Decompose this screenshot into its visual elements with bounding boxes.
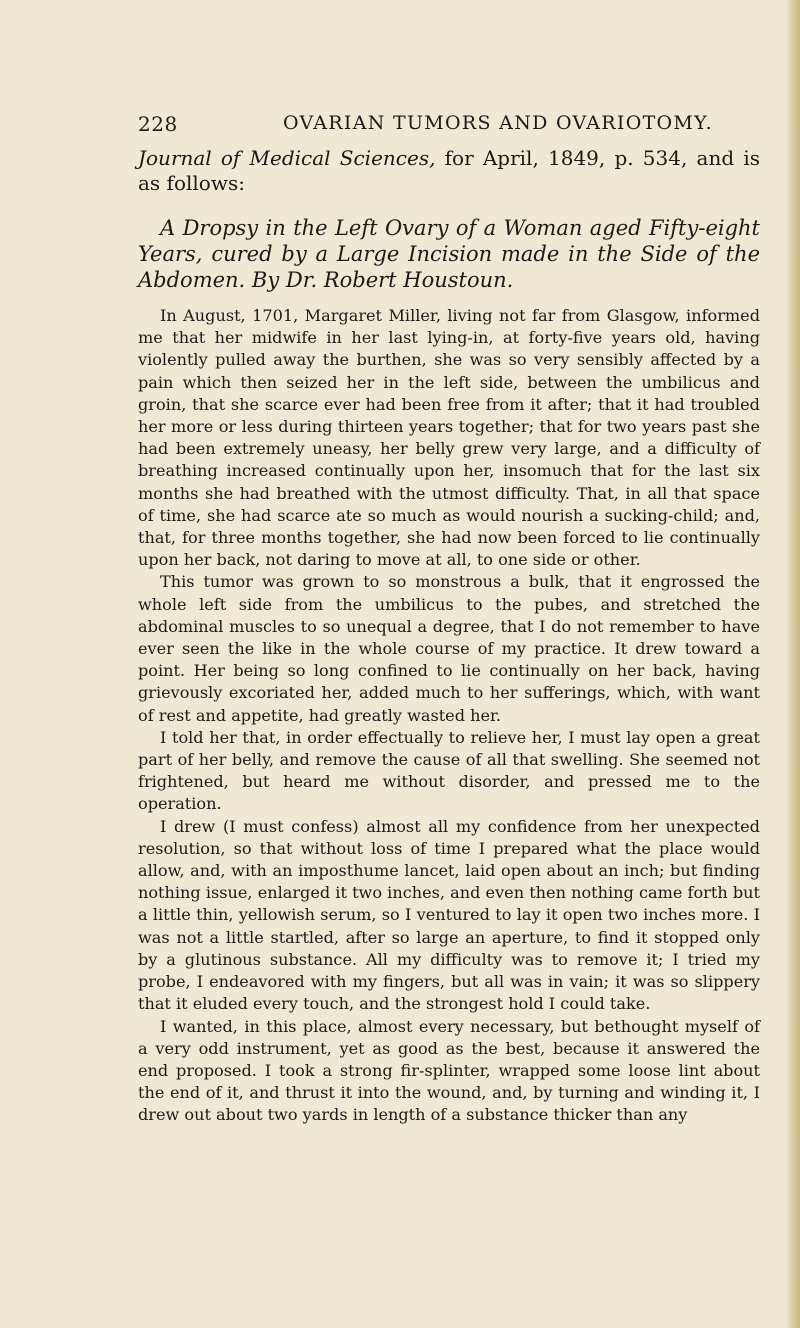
paragraph: I told her that, in order effectually to relieve her, I must lay open a great part of her belly, and remove the cause of all that swelling. She seemed not frightened, but heard me without disorder, and pressed me to the operation.	[138, 727, 760, 814]
paragraph: This tumor was grown to so monstrous a bulk, that it engrossed the whole left side from the umbilicus to the pubes, and stretched the abdominal muscles to so unequal a degree, that I do not remember to have ever seen the like in the whole course of my practice. It drew toward a point. Her being so long confined to lie continually on her back, having grievously excoriated her, added much to her sufferings, which, with want of rest and appetite, had greatly wasted her.	[138, 572, 760, 725]
paragraph: I wanted, in this place, almost every necessary, but bethought myself of a very odd instrument, yet as good as the best, because it answered the end proposed. I took a strong fir-splinter, wrapped some loose lint about the end of it, and thrust it into the wound, and, by turning and winding it, I drew out about two yards in length of a substance thicker than any	[138, 1016, 760, 1125]
paragraph: In August, 1701, Margaret Miller, living not far from Glasgow, informed me that her midwife in her last lying-in, at forty-five years old, having violently pulled away the burthen, she was so very sensibly affected by a pain which then seized her in the left side, between the umbilicus and groin, that she scarce ever had been free from it after; that it had troubled her more or less during thirteen years together; that for two years past she had been extremely uneasy, her belly grew very large, and a difficulty of breathing increased continually upon her, insomuch that for the last six months she had breathed with the utmost difficulty. That, in all that space of time, she had scarce ate so much as would nourish a sucking-child; and, that, for three months together, she had now been forced to lie continually upon her back, not daring to move at all, to one side or other.	[138, 306, 760, 570]
page-body	[138, 146, 760, 1127]
journal-title: Journal of Medical Sciences,	[138, 146, 436, 170]
page-header	[138, 112, 758, 138]
running-head: OVARIAN TUMORS AND OVARIOTOMY.	[283, 112, 713, 134]
case-title: A Dropsy in the Left Ovary of a Woman aged Fifty-eight Years, cured by a Large Incision made in the Side of the Abdomen. By Dr. Robert Houstoun.	[138, 216, 760, 292]
paragraph: I drew (I must confess) almost all my confidence from her unexpected resolution, so that without loss of time I prepared what the place would allow, and, with an imposthume lancet, laid open about an inch; but finding nothing issue, enlarged it two inches, and even then nothing came forth but a little thin, yellowish serum, so I ventured to lay it open two inches more. I was not a little startled, after so large an aperture, to find it stopped only by a glutinous substance. All my difficulty was to remove it; I tried my probe, I endeavored with my fingers, but all was in vain; it was so slippery that it eluded every touch, and the strongest hold I could take.	[138, 816, 760, 1014]
intro-sentence	[138, 146, 760, 196]
citation-text: for April, 1849, p. 534, and is as follows:	[138, 146, 760, 195]
page-number: 228	[138, 112, 178, 136]
page-edge	[786, 0, 800, 1328]
